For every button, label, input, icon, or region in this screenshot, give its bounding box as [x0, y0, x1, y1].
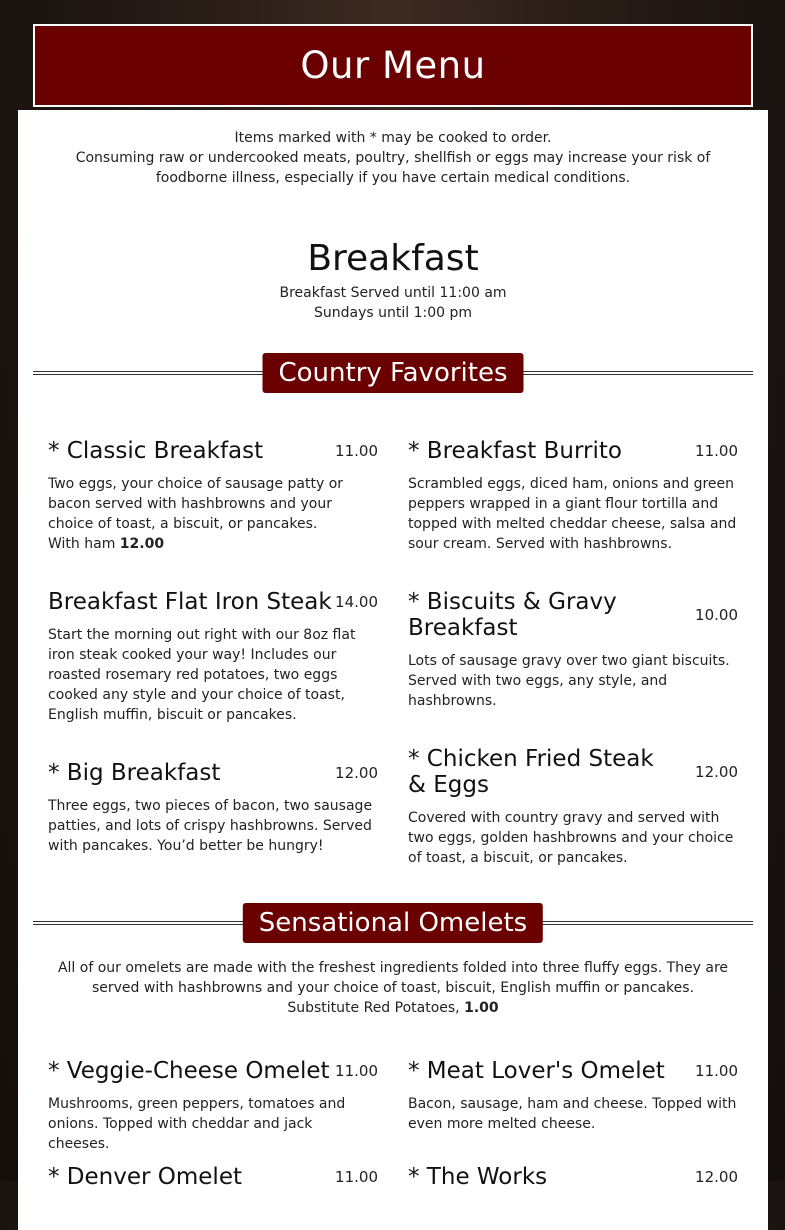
- item-price: 11.00: [335, 1062, 378, 1080]
- item-extra-label: With ham: [48, 536, 116, 552]
- item-description: [48, 474, 378, 554]
- item-description: Start the morning out right with our 8oz flat iron steak cooked your way! Includes our roasted rosemary red potatoes, two eggs cooked any style and your choice of toast, English muffin, biscuit or pancakes.: [48, 627, 356, 723]
- item-description: Lots of sausage gravy over two giant biscuits. Served with two eggs, any style, and hashbrowns.: [408, 653, 730, 709]
- omelets-divider: [33, 903, 753, 943]
- breakfast-hours: [18, 283, 768, 323]
- notice-line-2: Consuming raw or undercooked meats, poultry, shellfish or eggs may increase your risk of foodborne illness, especially if you have certain medical conditions.: [75, 150, 711, 186]
- item-price: 11.00: [695, 442, 738, 460]
- item-name: * The Works: [408, 1164, 548, 1190]
- item-extra-price: 12.00: [119, 536, 165, 552]
- omelets-intro-text: All of our omelets are made with the freshest ingredients folded into three fluffy eggs. They are served with hashbrowns and your choice of toast, biscuit, English muffin or pancakes.: [57, 960, 729, 996]
- item-name: * Veggie-Cheese Omelet: [48, 1058, 330, 1084]
- item-description: Mushrooms, green peppers, tomatoes and onions. Topped with cheddar and jack cheeses.: [48, 1096, 346, 1152]
- item-description-text: Two eggs, your choice of sausage patty or bacon served with hashbrowns and your choice of toast, a biscuit, or pancakes.: [48, 476, 344, 532]
- item-description: Bacon, sausage, ham and cheese. Topped with even more melted cheese.: [408, 1096, 737, 1132]
- omelets-heading: Sensational Omelets: [243, 903, 543, 943]
- notice-line-1: Items marked with * may be cooked to order.: [234, 130, 552, 146]
- breakfast-title: Breakfast: [307, 238, 479, 279]
- item-price: 11.00: [335, 442, 378, 460]
- item-price: 12.00: [335, 764, 378, 782]
- country-favorites-divider: [33, 353, 753, 393]
- omelets-intro: [38, 958, 748, 1018]
- food-safety-notice: [38, 128, 748, 188]
- menu-card: [18, 110, 768, 1230]
- item-name: * Classic Breakfast: [48, 438, 264, 464]
- breakfast-hours-line-2: Sundays until 1:00 pm: [313, 305, 472, 321]
- item-price: 11.00: [695, 1062, 738, 1080]
- item-name: * Meat Lover's Omelet: [408, 1058, 665, 1084]
- country-favorites-heading: Country Favorites: [263, 353, 524, 393]
- item-name: Breakfast Flat Iron Steak: [48, 589, 332, 615]
- page-title: Our Menu: [300, 44, 486, 87]
- item-name: * Biscuits & Gravy Breakfast: [408, 589, 617, 641]
- item-name: * Big Breakfast: [48, 760, 221, 786]
- menu-banner: [33, 24, 753, 107]
- item-extra-option: [48, 534, 378, 554]
- item-name: * Denver Omelet: [48, 1164, 242, 1190]
- item-name: * Chicken Fried Steak & Eggs: [408, 746, 654, 798]
- item-name: * Breakfast Burrito: [408, 438, 622, 464]
- item-price: 10.00: [695, 606, 738, 624]
- substitute-price: 1.00: [464, 1000, 499, 1016]
- item-description: Scrambled eggs, diced ham, onions and green peppers wrapped in a giant flour tortilla and topped with melted cheddar cheese, salsa and sour cream. Served with hashbrowns.: [408, 476, 737, 552]
- item-price: 11.00: [335, 1168, 378, 1186]
- substitute-label: Substitute Red Potatoes,: [287, 1000, 460, 1016]
- omelets-substitute: [38, 998, 748, 1018]
- breakfast-hours-line-1: Breakfast Served until 11:00 am: [279, 285, 507, 301]
- item-price: 12.00: [695, 763, 738, 781]
- item-price: 14.00: [335, 593, 378, 611]
- item-description: Three eggs, two pieces of bacon, two sausage patties, and lots of crispy hashbrowns. Served with pancakes. You’d better be hungry!: [48, 798, 373, 854]
- item-price: 12.00: [695, 1168, 738, 1186]
- item-description: Covered with country gravy and served with two eggs, golden hashbrowns and your choice of toast, a biscuit, or pancakes.: [408, 810, 734, 866]
